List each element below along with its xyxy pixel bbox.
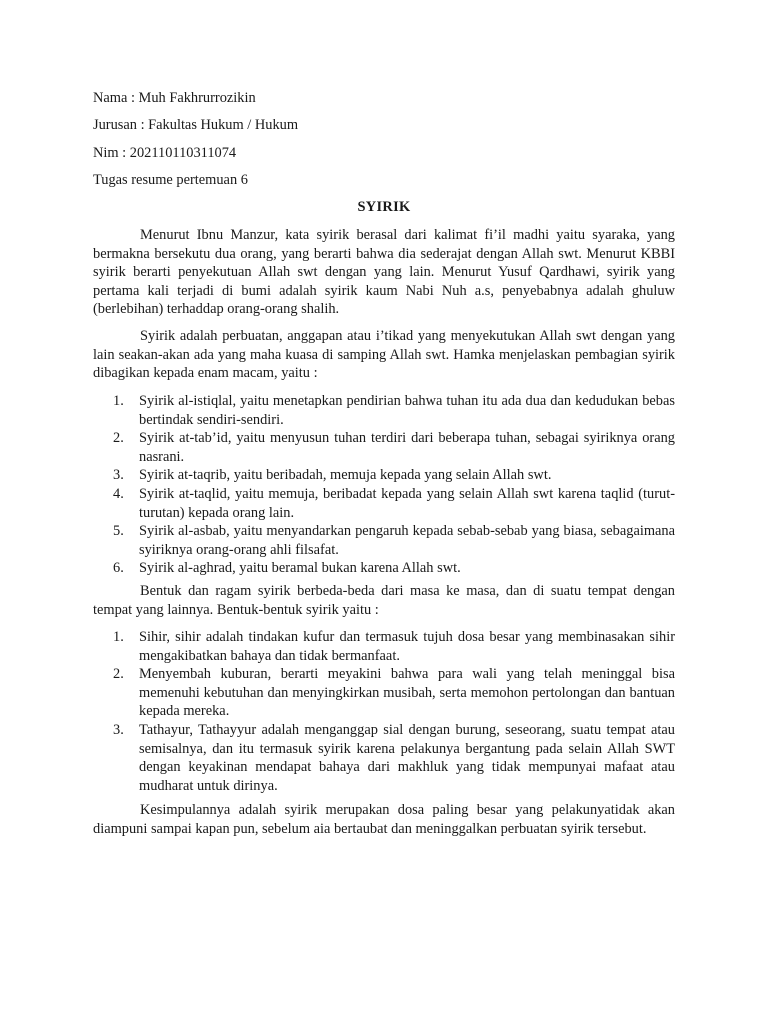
list-item-text: Tathayur, Tathayyur adalah menganggap sial dengan burung, seseorang, suatu tempat atau semisalnya, dan itu termasuk syirik karena pelakunya bergantung pada selain Allah SWT dengan keyakinan mendapat bahaya dari makhluk yang tidak mempunyai mafaat atau mudharat untuk dirinya. bbox=[139, 721, 675, 794]
department-line: Jurusan : Fakultas Hukum / Hukum bbox=[93, 117, 299, 133]
paragraph-1: Menurut Ibnu Manzur, kata syirik berasal dari kalimat fi’il madhi yaitu syaraka, yang bermakna bersekutu dua orang, yang berarti bahwa dia sederajat dengan Allah swt. Menurut KBBI syirik berarti penyekutuan Allah swt dengan yang lain. Menurut Yusuf Qardhawi, syirik yang pertama kali terjadi di bumi adalah syirik kaum Nabi Nuh a.s, penyebabnya adalah ghuluw (berlebihan) terhaddap orang-orang shalih. bbox=[93, 227, 675, 318]
list-number: 2. bbox=[113, 430, 124, 447]
list-number: 1. bbox=[113, 393, 124, 409]
syirik-forms-list bbox=[93, 628, 675, 795]
list-number: 3. bbox=[113, 467, 124, 484]
list-item bbox=[93, 721, 675, 795]
name-line: Nama : Muh Fakhrurrozikin bbox=[93, 90, 256, 106]
list-number: 1. bbox=[113, 629, 124, 645]
list-item-text: Syirik at-taqrib, yaitu beribadah, memuja kepada yang selain Allah swt. bbox=[139, 467, 552, 484]
list-number: 2. bbox=[113, 666, 124, 683]
assignment-line: Tugas resume pertemuan 6 bbox=[93, 172, 248, 188]
paragraph-2: Syirik adalah perbuatan, anggapan atau i’tikad yang menyekutukan Allah swt dengan yang lain seakan-akan ada yang maha kuasa di samping Allah swt. Hamka menjelaskan pembagian syirik dibagikan kepada enam macam, yaitu : bbox=[93, 328, 675, 382]
syirik-types-list bbox=[93, 392, 675, 578]
paragraph-3: Bentuk dan ragam syirik berbeda-beda dari masa ke masa, dan di suatu tempat dengan tempat yang lainnya. Bentuk-bentuk syirik yaitu : bbox=[93, 583, 675, 618]
document-title: SYIRIK bbox=[357, 199, 411, 215]
list-item-text: Syirik al-asbab, yaitu menyandarkan pengaruh kepada sebab-sebab yang biasa, sebagaimana syiriknya orang-orang ahli filsafat. bbox=[139, 523, 675, 558]
list-item bbox=[93, 559, 675, 578]
list-number: 3. bbox=[113, 721, 124, 738]
list-number: 5. bbox=[113, 523, 124, 540]
list-number: 4. bbox=[113, 485, 124, 502]
list-item-text: Sihir, sihir adalah tindakan kufur dan termasuk tujuh dosa besar yang membinasakan sihir mengakibatkan bahaya dan tidak bermanfaat. bbox=[139, 629, 675, 664]
list-item-text: Syirik al-aghrad, yaitu beramal bukan karena Allah swt. bbox=[139, 560, 461, 577]
list-item bbox=[93, 628, 675, 665]
list-item-text: Syirik at-taqlid, yaitu memuja, beribadat kepada yang selain Allah swt karena taqlid (turut-turutan) kepada orang lain. bbox=[139, 485, 675, 521]
list-item bbox=[93, 392, 675, 429]
list-item-text: Menyembah kuburan, berarti meyakini bahwa para wali yang telah meninggal bisa memenuhi kebutuhan dan menyingkirkan musibah, serta memohon pertolongan dan bantuan kepada mereka. bbox=[139, 666, 675, 720]
list-item bbox=[93, 429, 675, 466]
list-item-text: Syirik al-istiqlal, yaitu menetapkan pendirian bahwa tuhan itu ada dua dan kedudukan bebas bertindak sendiri-sendiri. bbox=[139, 393, 675, 428]
student-id-line: Nim : 202110110311074 bbox=[93, 145, 237, 161]
list-item bbox=[93, 485, 675, 522]
list-item-text: Syirik at-tab’id, yaitu menyusun tuhan terdiri dari beberapa tuhan, sebagai syiriknya orang nasrani. bbox=[139, 430, 675, 465]
list-item bbox=[93, 522, 675, 559]
list-item bbox=[93, 466, 675, 485]
paragraph-4: Kesimpulannya adalah syirik merupakan dosa paling besar yang pelakunyatidak akan diampuni sampai kapan pun, sebelum aia bertaubat dan meninggalkan perbuatan syirik tersebut. bbox=[93, 802, 675, 837]
list-item bbox=[93, 665, 675, 721]
list-number: 6. bbox=[113, 560, 124, 577]
